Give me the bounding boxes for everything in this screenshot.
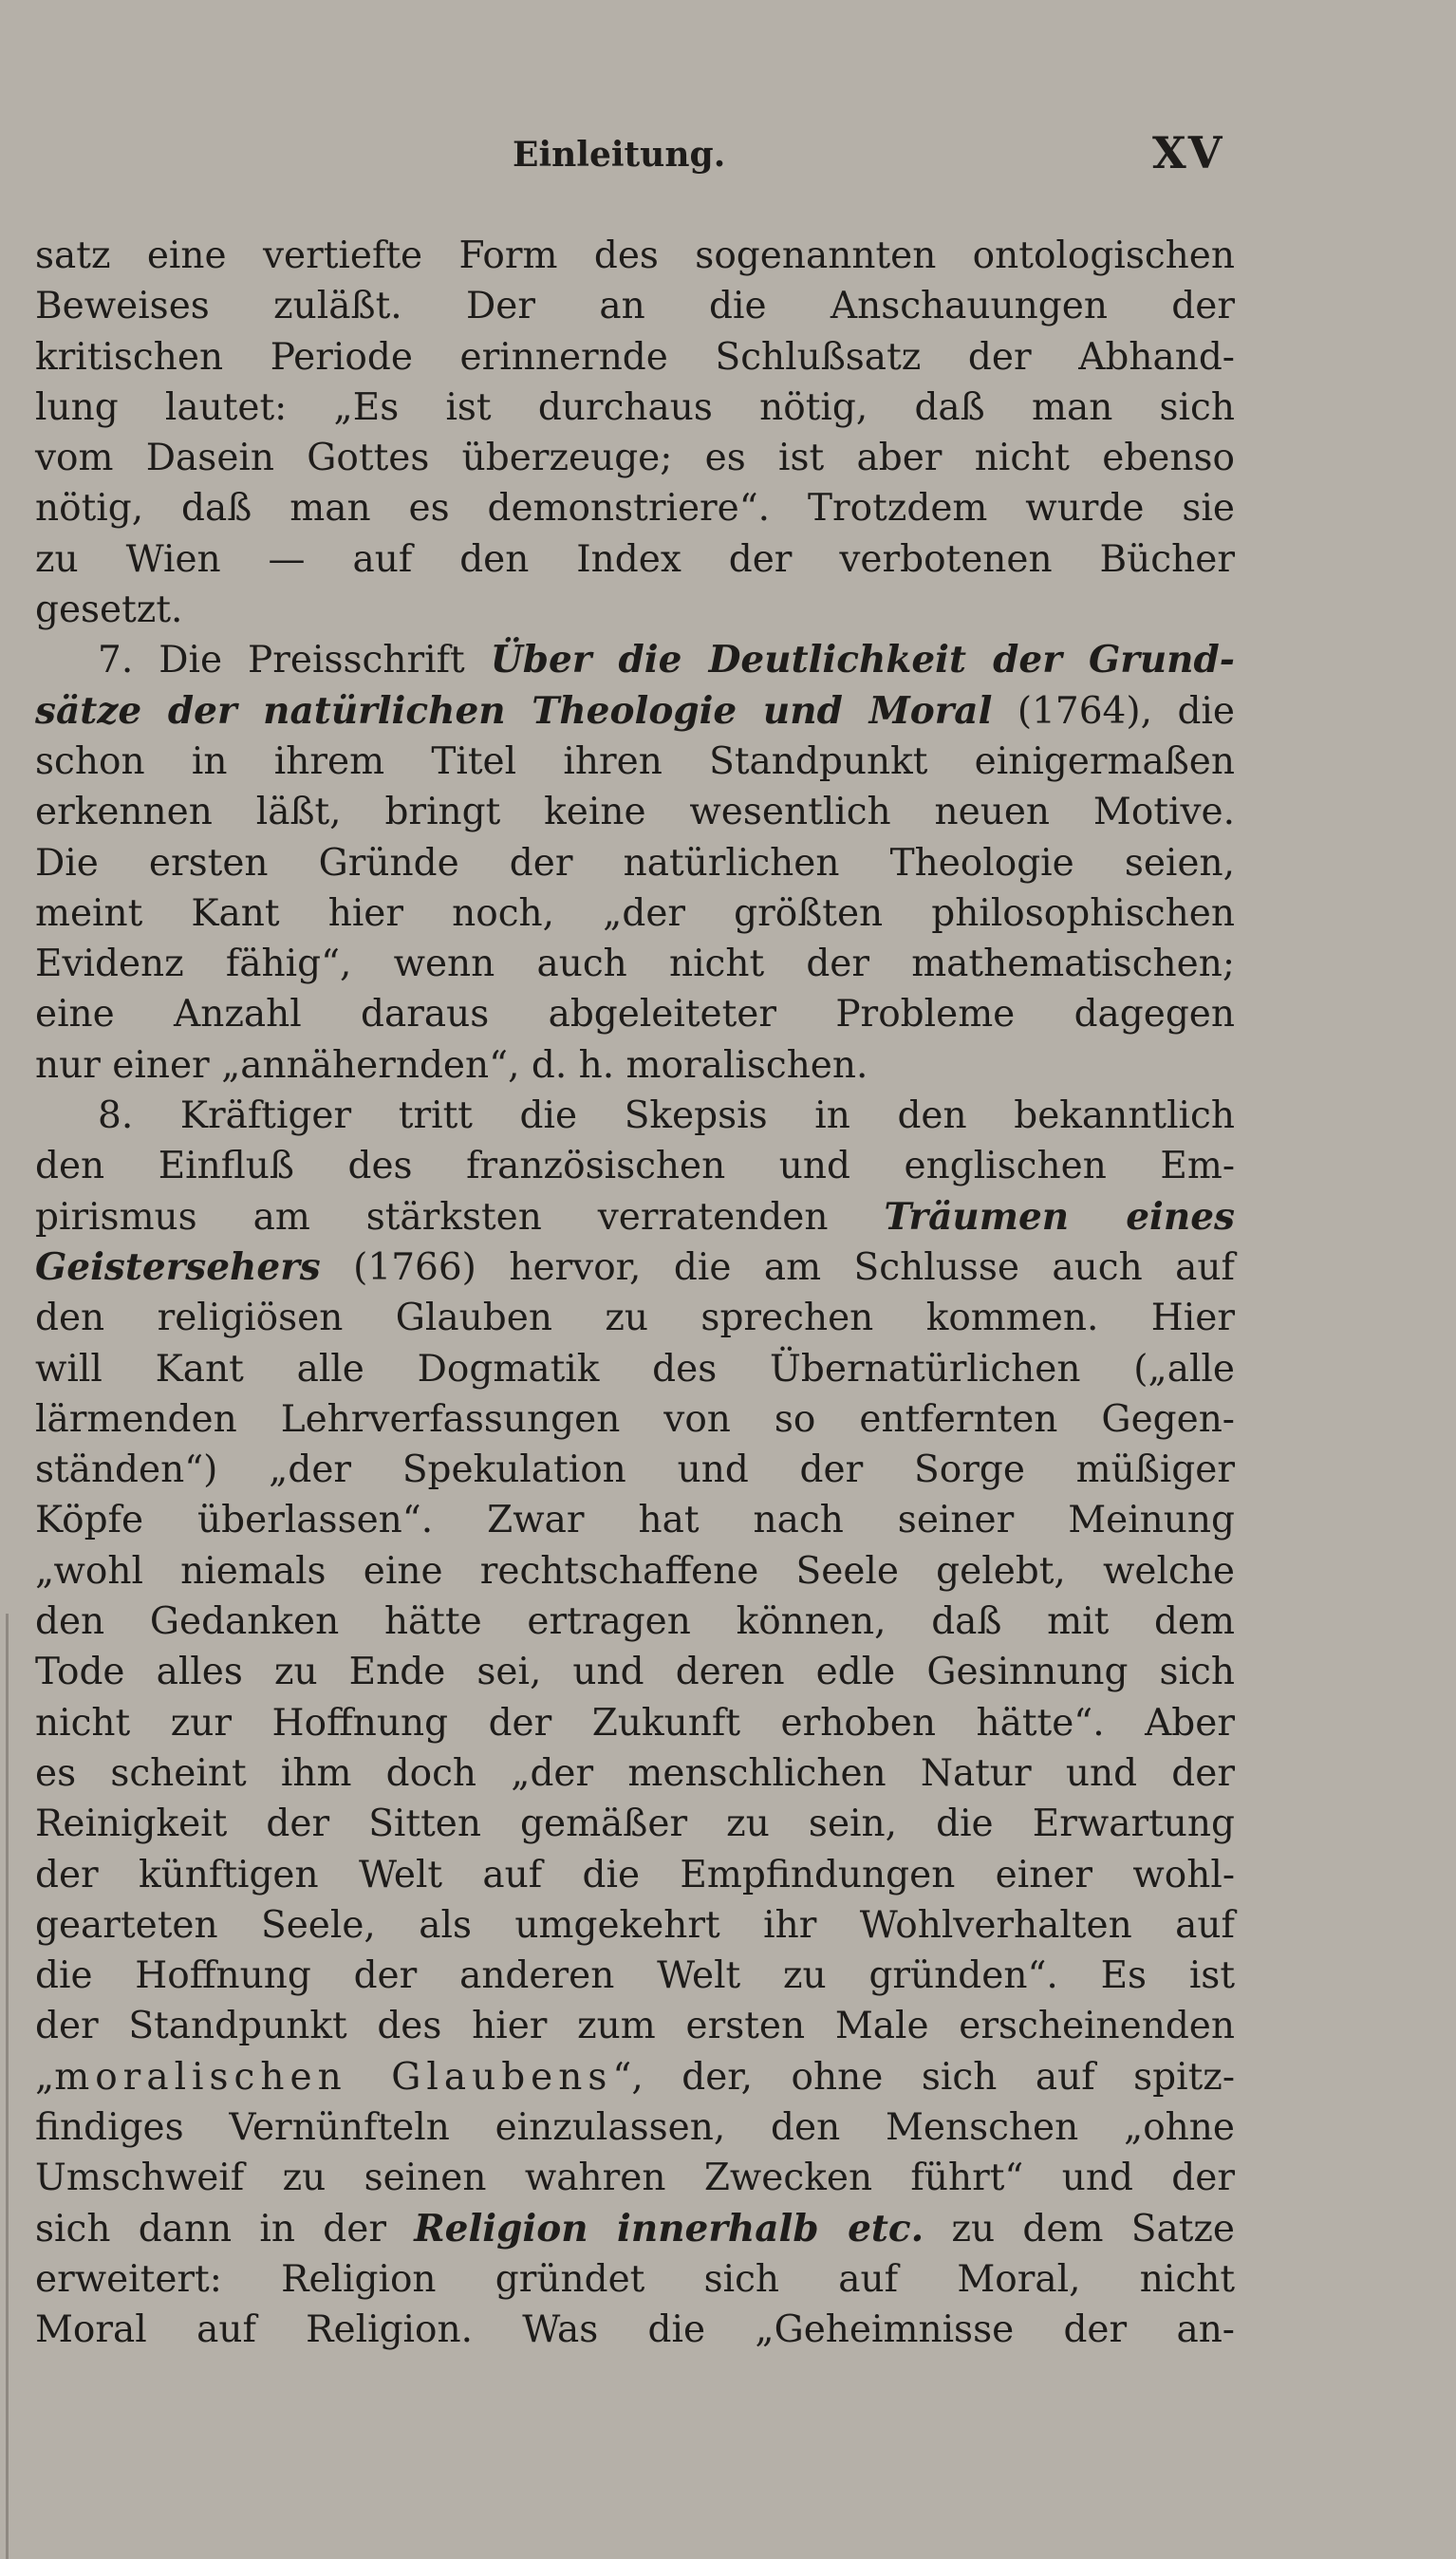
text-run: Reinigkeit der Sitten gemäßer zu sein, die Erwartung [35, 1803, 1235, 1846]
text-run: Evidenz fähig“, wenn auch nicht der mathematischen; [35, 943, 1235, 986]
spaced-emphasis: moralischen Glaubens [54, 2055, 613, 2099]
text-run: es scheint ihm doch „der menschlichen Natur und der [35, 1751, 1235, 1795]
text-line [35, 2153, 1235, 2203]
text-line [35, 231, 1235, 281]
text-run: eine Anzahl daraus abgeleiteter Probleme dagegen [35, 993, 1235, 1037]
text-run: sich dann in der [35, 2207, 415, 2251]
text-run: erweitert: Religion gründet sich auf Moral, nicht [35, 2257, 1235, 2301]
italic-title: Träumen eines [884, 1194, 1235, 1239]
italic-title: sätze der natürlichen Theologie und Moral [35, 688, 993, 733]
text-line [35, 2204, 1235, 2254]
text-line [35, 2052, 1235, 2102]
text-line [35, 483, 1235, 533]
text-line [35, 281, 1235, 331]
text-line [35, 1091, 1235, 1141]
text-run: (1764), die [992, 689, 1235, 733]
text-run: Moral auf Religion. Was die „Geheimnisse der an- [35, 2308, 1235, 2352]
text-run: der künftigen Welt auf die Empfindungen einer wohl- [35, 1853, 1235, 1896]
text-run: (1766) hervor, die am Schlusse auch auf [320, 1245, 1235, 1289]
text-line [35, 1951, 1235, 2001]
text-line [35, 1597, 1235, 1647]
text-run: schon in ihrem Titel ihren Standpunkt einigermaßen [35, 739, 1235, 783]
text-run: “, der, ohne sich auf spitz- [612, 2055, 1235, 2099]
text-line [35, 383, 1235, 433]
text-line [35, 1900, 1235, 1951]
text-line [35, 989, 1235, 1039]
text-run: gearteten Seele, als umgekehrt ihr Wohlverhalten auf [35, 1903, 1235, 1947]
text-line [35, 737, 1235, 787]
text-run: lärmenden Lehrverfassungen von so entfernten Gegen- [35, 1397, 1235, 1441]
text-line [35, 939, 1235, 989]
text-run: zu Wien — auf den Index der verbotenen Bücher [35, 537, 1235, 581]
text-run: „wohl niemals eine rechtschaffene Seele gelebt, welche [35, 1549, 1235, 1593]
text-line [35, 1293, 1235, 1343]
page-header [0, 123, 1456, 190]
text-line [35, 1647, 1235, 1697]
body-text [35, 231, 1235, 2355]
text-run: gesetzt. [35, 588, 183, 632]
text-line [35, 2102, 1235, 2153]
text-line [35, 838, 1235, 888]
text-run: 7. Die Preisschrift [98, 639, 491, 682]
text-line [35, 1546, 1235, 1597]
text-line [35, 1242, 1235, 1293]
text-line [35, 433, 1235, 483]
text-line [35, 1495, 1235, 1545]
text-run: Die ersten Gründe der natürlichen Theologie seien, [35, 841, 1235, 885]
text-line [35, 1698, 1235, 1748]
text-line [35, 1748, 1235, 1799]
text-run: nur einer „annähernden“, d. h. moralischen. [35, 1043, 868, 1087]
text-line [35, 585, 1235, 635]
italic-title: Über die Deutlichkeit der Grund- [490, 638, 1235, 682]
text-line [35, 888, 1235, 939]
text-run: lung lautet: „Es ist durchaus nötig, daß man sich [35, 385, 1235, 429]
text-run: nötig, daß man es demonstriere“. Trotzdem wurde sie [35, 487, 1235, 531]
running-head: Einleitung. [513, 135, 726, 175]
text-line [35, 787, 1235, 837]
text-line [35, 2305, 1235, 2355]
text-run: den Einfluß des französischen und englischen Em- [35, 1145, 1235, 1188]
text-line [35, 1192, 1235, 1242]
text-line [35, 332, 1235, 383]
text-run: ständen“) „der Spekulation und der Sorge müßiger [35, 1448, 1235, 1492]
text-run: findiges Vernünfteln einzulassen, den Menschen „ohne [35, 2105, 1235, 2149]
scan-shadow-edge [6, 1614, 9, 2559]
text-run: den Gedanken hätte ertragen können, daß mit dem [35, 1600, 1235, 1644]
text-line [35, 1445, 1235, 1495]
text-line [35, 2001, 1235, 2051]
italic-title: Religion innerhalb etc. [414, 2206, 924, 2251]
text-run: kritischen Periode erinnernde Schlußsatz der Abhand- [35, 335, 1235, 379]
text-run: der Standpunkt des hier zum ersten Male erscheinenden [35, 2005, 1235, 2048]
text-run: die Hoffnung der anderen Welt zu gründen“. Es ist [35, 1954, 1235, 1998]
text-line [35, 1141, 1235, 1191]
text-run: 8. Kräftiger tritt die Skepsis in den bekanntlich [98, 1094, 1235, 1138]
text-line [35, 635, 1235, 685]
text-run: den religiösen Glauben zu sprechen kommen. Hier [35, 1297, 1235, 1340]
text-run: will Kant alle Dogmatik des Übernatürlichen („alle [35, 1347, 1235, 1391]
text-run: Köpfe überlassen“. Zwar hat nach seiner Meinung [35, 1499, 1235, 1542]
italic-title: Geistersehers [35, 1244, 321, 1289]
text-line [35, 1799, 1235, 1849]
text-line [35, 534, 1235, 585]
text-line [35, 1040, 1235, 1091]
text-run: „ [35, 2055, 55, 2099]
page-number: XV [1152, 127, 1224, 178]
text-run: vom Dasein Gottes überzeuge; es ist aber nicht ebenso [35, 437, 1235, 480]
text-run: Umschweif zu seinen wahren Zwecken führt“ und der [35, 2157, 1235, 2200]
text-run: Tode alles zu Ende sei, und deren edle Gesinnung sich [35, 1651, 1235, 1694]
text-line [35, 1344, 1235, 1394]
text-run: satz eine vertiefte Form des sogenannten ontologischen [35, 234, 1235, 277]
text-line [35, 2254, 1235, 2305]
text-line [35, 1850, 1235, 1900]
text-run: Beweises zuläßt. Der an die Anschauungen der [35, 285, 1235, 328]
text-run: erkennen läßt, bringt keine wesentlich neuen Motive. [35, 791, 1235, 834]
text-run: meint Kant hier noch, „der größten philosophischen [35, 891, 1235, 935]
text-line [35, 686, 1235, 737]
text-run: zu dem Satze [924, 2207, 1236, 2251]
text-run: nicht zur Hoffnung der Zukunft erhoben hätte“. Aber [35, 1701, 1235, 1745]
text-line [35, 1394, 1235, 1445]
text-run: pirismus am stärksten verratenden [35, 1195, 885, 1239]
